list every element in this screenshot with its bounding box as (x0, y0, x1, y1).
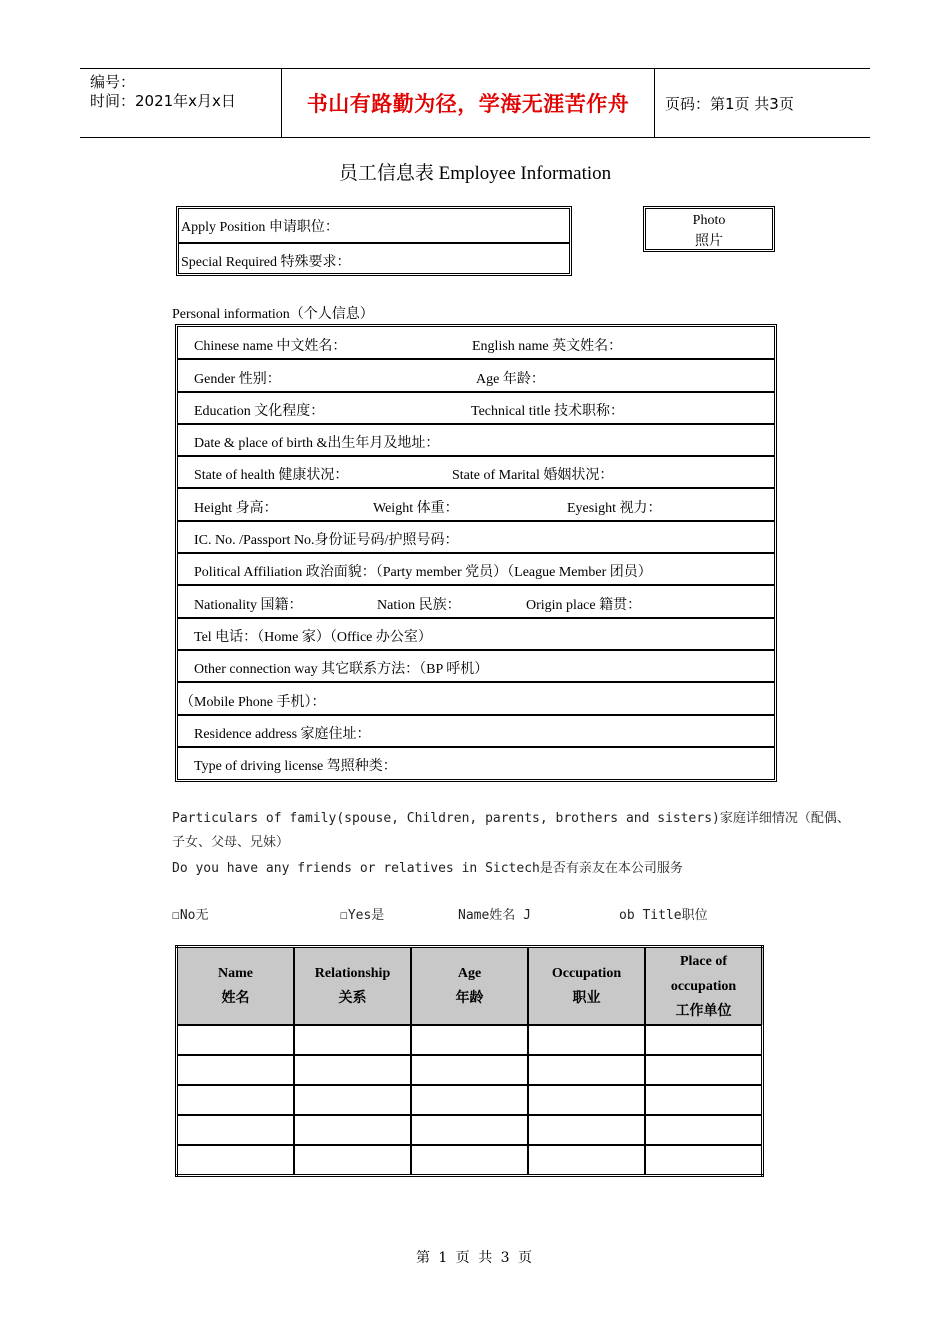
eyesight-label: Eyesight 视力： (567, 501, 662, 516)
technical-title-label: Technical title 技术职称： (471, 404, 624, 419)
column-header-place-of-occupation (645, 947, 763, 1026)
column-header-relationship (294, 947, 411, 1026)
nationality-label: Nationality 国籍： (194, 598, 303, 613)
table-cell[interactable] (528, 1145, 645, 1176)
column-label: Place of (679, 953, 728, 969)
column-label: Occupation (551, 966, 622, 981)
column-label-cn: 工作单位 (675, 1003, 732, 1019)
table-row[interactable] (178, 424, 774, 457)
column-header-occupation (528, 947, 645, 1026)
relative-name-field: Name姓名 J (458, 908, 531, 923)
table-cell[interactable] (645, 1085, 763, 1115)
family-table (175, 945, 764, 1177)
table-cell[interactable] (411, 1025, 528, 1055)
friends-question: Do you have any friends or relatives in Sictech是否有亲友在本公司服务 (172, 861, 683, 876)
header-motto: 书山有路勤为径，学海无涯苦作舟 (306, 92, 630, 116)
table-cell[interactable] (411, 1055, 528, 1085)
time-label: 时间：2021年x月x日 (90, 92, 236, 110)
column-label-cn: 职业 (572, 991, 601, 1006)
id-number-label: IC. No. /Passport No.身份证号码/护照号码： (194, 533, 459, 548)
mobile-phone-label: （Mobile Phone 手机）： (180, 695, 326, 710)
photo-label-cn: 照片 (695, 234, 723, 249)
table-row (177, 1025, 763, 1055)
table-row[interactable] (178, 489, 774, 522)
table-row[interactable] (178, 553, 774, 586)
table-cell[interactable] (645, 1025, 763, 1055)
tel-label: Tel 电话：（Home 家）（Office 办公室） (194, 630, 432, 645)
table-header-row (177, 947, 763, 1026)
birth-label: Date & place of birth &出生年月及地址： (194, 436, 440, 451)
table-row[interactable] (178, 683, 774, 716)
special-required-field[interactable] (179, 242, 569, 275)
photo-box[interactable] (643, 206, 775, 252)
table-row[interactable] (178, 360, 774, 393)
table-cell[interactable] (177, 1145, 295, 1176)
table-cell[interactable] (294, 1085, 411, 1115)
column-label-cn: 年龄 (455, 991, 484, 1006)
column-label: occupation (670, 978, 737, 994)
health-label: State of health 健康状况： (194, 468, 349, 483)
table-cell[interactable] (294, 1145, 411, 1176)
table-row[interactable] (178, 586, 774, 619)
table-cell[interactable] (411, 1085, 528, 1115)
photo-label: Photo (692, 213, 726, 228)
table-cell[interactable] (177, 1115, 295, 1145)
driving-license-label: Type of driving license 驾照种类： (194, 759, 397, 774)
relative-title-field: ob Title职位 (619, 908, 708, 923)
column-label: Age (457, 966, 482, 981)
column-header-name (177, 947, 295, 1026)
origin-place-label: Origin place 籍贯： (526, 598, 642, 613)
age-label: Age 年龄： (476, 372, 545, 387)
family-particulars-text-cont: 子女、父母、兄妹） (172, 835, 290, 850)
family-particulars-text: Particulars of family(spouse, Children, parents, brothers and sisters)家庭详细情况（配偶、 (172, 811, 850, 826)
apply-position-field[interactable] (179, 209, 569, 240)
column-label-cn: 关系 (338, 991, 367, 1006)
table-row (177, 1115, 763, 1145)
header-meta (80, 69, 280, 137)
gender-label: Gender 性别： (194, 372, 281, 387)
personal-info-heading: Personal information（个人信息） (172, 307, 374, 322)
marital-label: State of Marital 婚姻状况： (452, 468, 614, 483)
table-row[interactable] (178, 747, 774, 778)
other-connection-label: Other connection way 其它联系方法：（BP 呼机） (194, 662, 489, 677)
table-cell[interactable] (177, 1025, 295, 1055)
special-required-label: Special Required 特殊要求： (181, 255, 351, 270)
weight-label: Weight 体重： (373, 501, 459, 516)
table-cell[interactable] (177, 1085, 295, 1115)
political-affiliation-label: Political Affiliation 政治面貌：（Party member 党员）（League Member 团员） (194, 565, 652, 580)
table-row[interactable] (178, 456, 774, 489)
table-cell[interactable] (177, 1055, 295, 1085)
table-cell[interactable] (411, 1115, 528, 1145)
table-row (177, 1145, 763, 1176)
yes-checkbox[interactable]: ☐Yes是 (340, 908, 385, 923)
height-label: Height 身高： (194, 501, 278, 516)
column-label: Relationship (314, 966, 391, 981)
nation-label: Nation 民族： (377, 598, 461, 613)
table-row (177, 1085, 763, 1115)
table-cell[interactable] (528, 1085, 645, 1115)
table-cell[interactable] (645, 1145, 763, 1176)
english-name-label: English name 英文姓名： (472, 339, 623, 354)
table-cell[interactable] (645, 1115, 763, 1145)
table-cell[interactable] (294, 1055, 411, 1085)
apply-position-label: Apply Position 申请职位： (181, 220, 339, 235)
residence-address-label: Residence address 家庭住址： (194, 727, 371, 742)
table-row (177, 1055, 763, 1085)
table-cell[interactable] (411, 1145, 528, 1176)
table-row[interactable] (178, 392, 774, 425)
table-cell[interactable] (528, 1025, 645, 1055)
apply-box (176, 206, 572, 276)
table-cell[interactable] (294, 1025, 411, 1055)
table-row[interactable] (178, 650, 774, 683)
no-checkbox[interactable]: ☐No无 (172, 908, 209, 923)
header-page-info: 页码：第1页 共3页 (665, 95, 794, 113)
table-cell[interactable] (528, 1055, 645, 1085)
page-header (80, 68, 870, 138)
education-label: Education 文化程度： (194, 404, 325, 419)
header-divider (654, 69, 655, 137)
personal-info-table (175, 324, 777, 782)
table-row[interactable] (178, 327, 774, 360)
table-row[interactable] (178, 715, 774, 748)
table-row[interactable] (178, 521, 774, 554)
page-footer: 第 1 页 共 3 页 (415, 1250, 535, 1266)
chinese-name-label: Chinese name 中文姓名： (194, 339, 347, 354)
document-title: 员工信息表 Employee Information (338, 163, 612, 184)
table-row[interactable] (178, 618, 774, 651)
table-cell[interactable] (645, 1055, 763, 1085)
column-label-cn: 姓名 (221, 991, 250, 1006)
column-label: Name (218, 966, 253, 981)
table-cell[interactable] (528, 1115, 645, 1145)
code-label: 编号： (90, 73, 136, 91)
table-cell[interactable] (294, 1115, 411, 1145)
column-header-age (411, 947, 528, 1026)
